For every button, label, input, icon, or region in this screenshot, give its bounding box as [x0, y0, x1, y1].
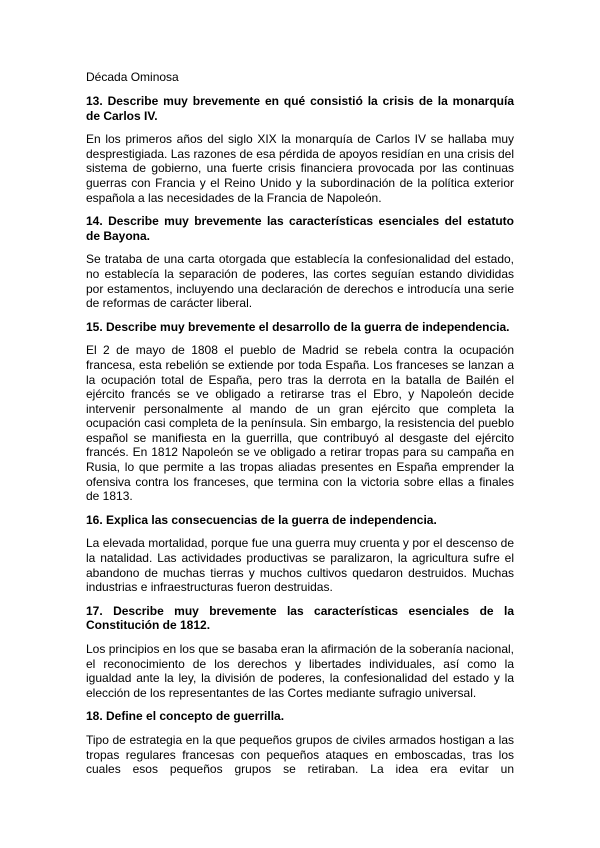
- document-page: [86, 70, 514, 786]
- answer-paragraph: El 2 de mayo de 1808 el pueblo de Madrid se rebela contra la ocupación francesa, esta rebelión se extiende por toda España. Los franceses se lanzan a la ocupación total de España, pero tras la derrota en la batalla de Bailén el ejército francés se ve obligado a retirarse tras el Ebro, y Napoleón decide intervenir personalmente al mando de un gran ejército que completa la ocupación casi completa de la península. Sin embargo, la resistencia del pueblo español se manifiesta en la guerrilla, que contribuyó al desgaste del ejército francés. En 1812 Napoleón se ve obligado a retirar tropas para su campaña en Rusia, lo que permite a las tropas aliadas presentes en España emprender la ofensiva contra los franceses, que termina con la victoria sobre ellas a finales de 1813.: [86, 343, 514, 504]
- section-13: [86, 94, 514, 205]
- answer-paragraph: Los principios en los que se basaba eran la afirmación de la soberanía nacional, el reconocimiento de los derechos y libertades individuales, así como la igualdad ante la ley, la división de poderes, la confesionalidad del estado y la elección de los representantes de las Cortes mediante sufragio universal.: [86, 642, 514, 700]
- document-title: Década Ominosa: [86, 70, 179, 84]
- section-14: [86, 214, 514, 311]
- section-17: [86, 604, 514, 701]
- answer-paragraph: Se trataba de una carta otorgada que establecía la confesionalidad del estado, no establecía la separación de poderes, las cortes seguían estando divididas por estamentos, incluyendo una declaración de derechos e introducía una serie de reformas de carácter liberal.: [86, 252, 514, 311]
- question-heading: 17. Describe muy brevemente las características esenciales de la Constitución de 1812.: [86, 603, 514, 633]
- section-18: [86, 709, 514, 776]
- answer-paragraph: En los primeros años del siglo XIX la monarquía de Carlos IV se hallaba muy desprestigiada. Las razones de esa pérdida de apoyos residían en una crisis del sistema de gobierno, una fuerte crisis financiera provocada por las continuas guerras con Francia y el Reino Unido y la subordinación de la política exterior española a las necesidades de la Francia de Napoleón.: [86, 132, 514, 205]
- answer-paragraph: La elevada mortalidad, porque fue una guerra muy cruenta y por el descenso de la natalidad. Las actividades productivas se paralizaron, la agricultura sufre el abandono de muchas tierras y muchos cultivos quedaron destruidos. Muchas industrias e infraestructuras fueron destruidas.: [86, 536, 514, 595]
- question-heading: 15. Describe muy brevemente el desarrollo de la guerra de independencia.: [86, 319, 510, 334]
- section-15: [86, 320, 514, 504]
- answer-paragraph: Tipo de estrategia en la que pequeños grupos de civiles armados hostigan a las tropas regulares francesas con pequeños ataques en emboscadas, tras los cuales esos pequeños grupos se retiraban. La idea era evitar un: [86, 732, 514, 777]
- question-heading: 13. Describe muy brevemente en qué consistió la crisis de la monarquía de Carlos IV.: [86, 94, 514, 123]
- section-16: [86, 513, 514, 595]
- question-heading: 18. Define el concepto de guerrilla.: [86, 709, 285, 724]
- question-heading: 16. Explica las consecuencias de la guerra de independencia.: [86, 512, 437, 527]
- question-heading: 14. Describe muy brevemente las características esenciales del estatuto de Bayona.: [86, 214, 514, 243]
